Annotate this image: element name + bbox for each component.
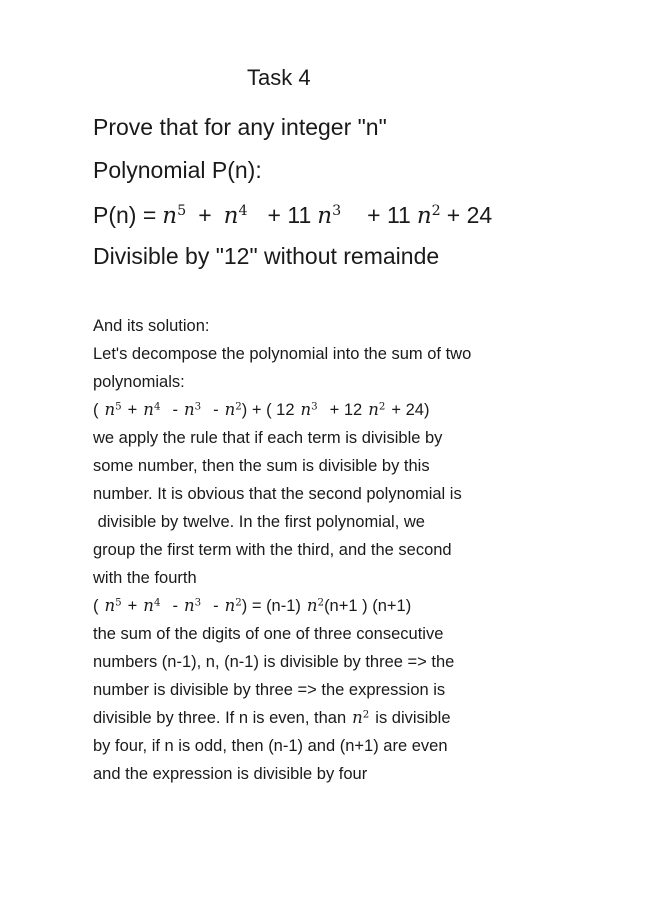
formula-coef-11b: + 11: [367, 202, 411, 228]
solution-line-16: by four, if n is odd, then (n-1) and (n+1) are even: [93, 737, 448, 755]
solution-line-15: divisible by three. If n is even, than $n^2$ is divisible: [93, 708, 451, 727]
solution-line-1: And its solution:: [93, 317, 210, 335]
formula-term-n2: $n^2$: [416, 203, 441, 229]
solution-line-2: Let's decompose the polynomial into the sum of two: [93, 345, 472, 363]
statement-line-1: Prove that for any integer "n": [93, 114, 387, 140]
formula-tail: + 24: [446, 202, 493, 228]
solution-line-12: the sum of the digits of one of three consecutive: [93, 625, 444, 643]
formula-term-n5: $n^5$: [162, 203, 187, 229]
statement-line-2: Polynomial P(n):: [93, 157, 262, 183]
task-title: Task 4: [247, 65, 311, 90]
formula-term-n3: $n^3$: [317, 203, 342, 229]
solution-line-9: group the first term with the third, and the second: [93, 541, 452, 559]
solution-line-3: polynomials:: [93, 373, 185, 391]
solution-line-6: some number, then the sum is divisible by this: [93, 457, 430, 475]
solution-line-13: numbers (n-1), n, (n-1) is divisible by three => the: [93, 653, 455, 671]
solution-line-11-formula: ( $n^5 + n^4 - n^3 - n^2) = (n-1)$ $n^2(n+1$ ) (n+1): [93, 596, 412, 615]
statement-line-4: Divisible by "12" without remainde: [93, 243, 440, 269]
solution-line-14: number is divisible by three => the expression is: [93, 681, 446, 699]
formula-term-n4: $n^4$: [223, 203, 248, 229]
formula-coef-11a: + 11: [267, 202, 312, 228]
solution-line-5: we apply the rule that if each term is divisible by: [93, 429, 443, 447]
polynomial-formula: [93, 199, 492, 232]
formula-lhs: P(n) =: [93, 202, 157, 228]
solution-line-10: with the fourth: [93, 569, 197, 587]
solution-line-8: divisible by twelve. In the first polynomial, we: [93, 513, 425, 531]
solution-line-4-formula: ( $n^5 + n^4 - n^3 - n^2$) + ( 12 $n^3 + 12$ $n^2 + 24$): [93, 400, 430, 419]
solution-line-7: number. It is obvious that the second polynomial is: [93, 485, 462, 503]
formula-plus: +: [198, 202, 212, 228]
solution-line-17: and the expression is divisible by four: [93, 765, 368, 783]
